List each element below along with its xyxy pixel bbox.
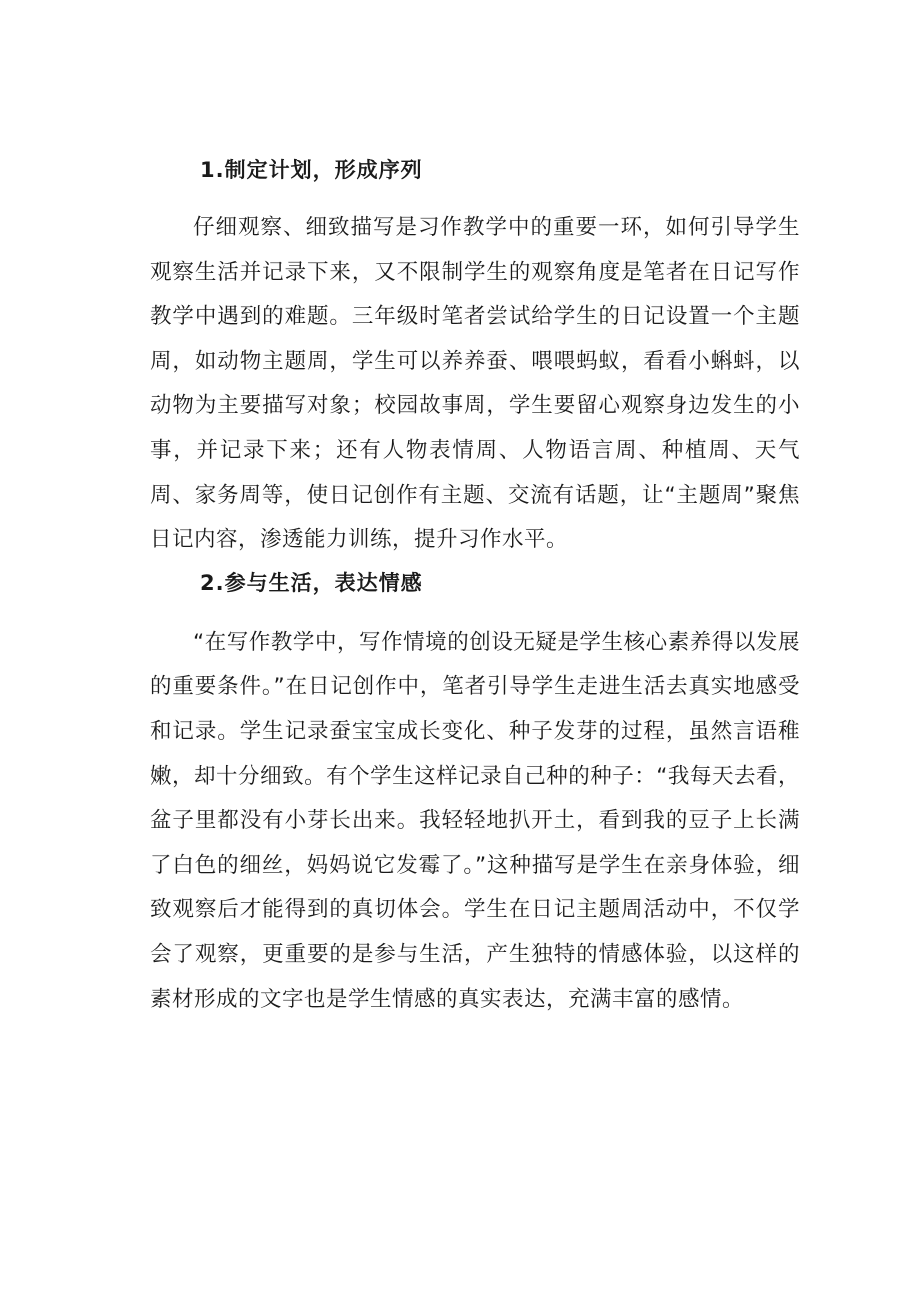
section-heading-2: 2.参与生活，表达情感 <box>200 570 423 595</box>
section-heading-1: 1.制定计划，形成序列 <box>200 158 423 182</box>
section-paragraph-2: “在写作教学中，写作情境的创设无疑是学生核心素养得以发展的重要条件。”在日记创作中，笔者引导学生走进生活去真实地感受和记录。学生记录蚕宝宝成长变化、种子发芽的过程，虽然言语稚嫩，却十分细致。有个学生这样记录自己种的种子：“我每天去看，盆子里都没有小芽长出来。我轻轻地扒开土，看到我的豆子上长满了白色的细丝，妈妈说它发霉了。”这种描写是学生在亲身体验，细致观察后才能得到的真切体会。学生在日记主题周活动中，不仅学会了观察，更重要的是参与生活，产生独特的情感体验，以这样的素材形成的文字也是学生情感的真实表达，充满丰富的感情。 <box>150 629 800 1012</box>
section-paragraph-1: 仔细观察、细致描写是习作教学中的重要一环，如何引导学生观察生活并记录下来，又不限制学生的观察角度是笔者在日记写作教学中遇到的难题。三年级时笔者尝试给学生的日记设置一个主题周，如动物主题周，学生可以养养蚕、喂喂蚂蚁，看看小蝌蚪，以动物为主要描写对象；校园故事周，学生要留心观察身边发生的小事，并记录下来；还有人物表情周、人物语言周、种植周、天气周、家务周等，使日记创作有主题、交流有话题，让“主题周”聚焦日记内容，渗透能力训练，提升习作水平。 <box>150 215 800 553</box>
document-body <box>150 148 800 1022</box>
